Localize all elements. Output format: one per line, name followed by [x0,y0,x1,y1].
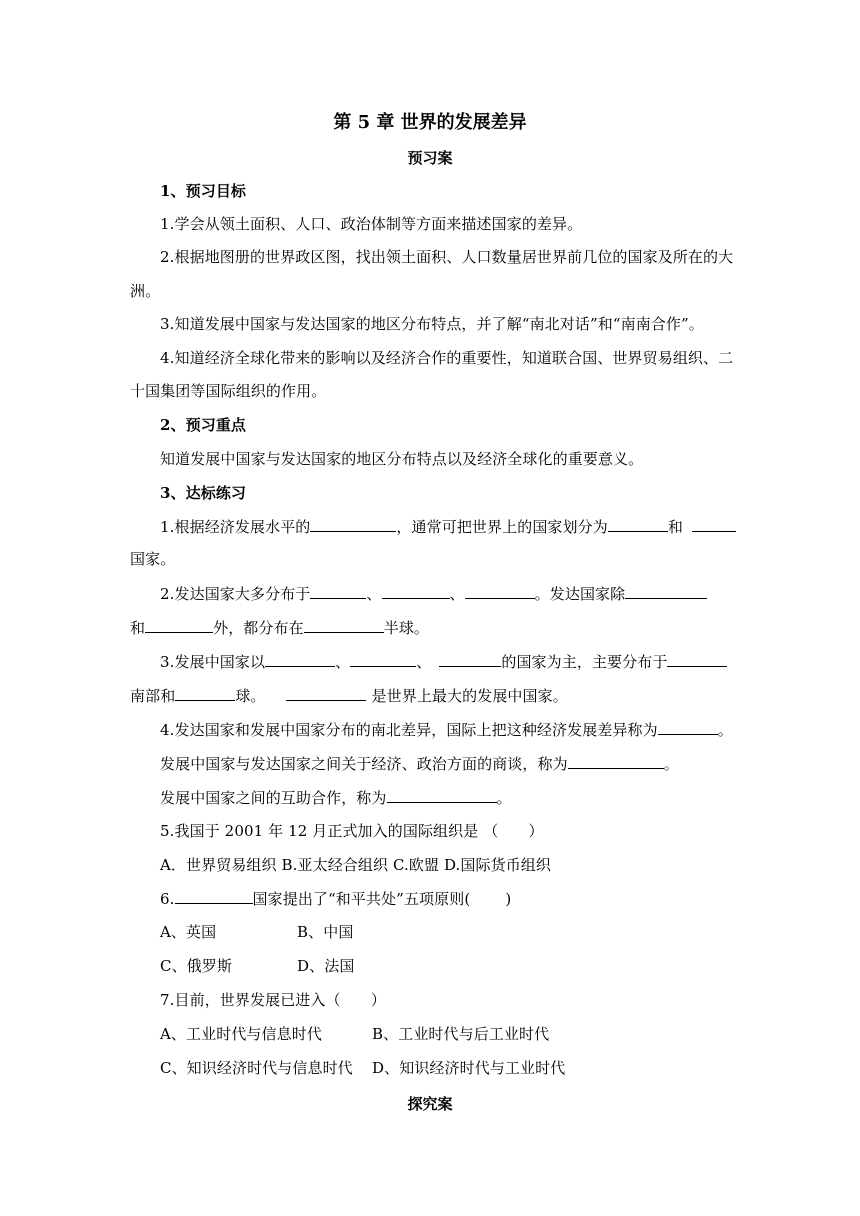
question-6 [160,888,511,909]
question-4 [160,719,733,740]
q6-text-b: 国家提出了“和平共处”五项原则( ) [252,890,512,908]
answer-blank[interactable] [692,516,736,532]
answer-blank[interactable] [310,516,396,532]
answer-blank[interactable] [382,583,450,599]
question-3 [160,651,727,672]
question-5-options: A．世界贸易组织 B.亚太经合组织 C.欧盟 D.国际货币组织 [160,856,551,874]
goal-item-2: 2.根据地图册的世界政区图，找出领土面积、人口数量居世界前几位的国家及所在的大 [160,248,734,266]
q2-text-d: 。发达国家除 [534,585,626,603]
q7-option-c: C、知识经济时代与信息时代 [160,1059,353,1077]
goal-item-4: 4.知道经济全球化带来的影响以及经济合作的重要性，知道联合国、世界贸易组织、二 [160,349,734,367]
q2-text-g: 半球。 [383,619,430,637]
answer-blank[interactable] [608,516,668,532]
q6-option-d: D、法国 [297,957,355,975]
question-4-line-2 [160,753,679,774]
q2-text-a: 2.发达国家大多分布于 [160,585,311,603]
q1-text-a: 1.根据经济发展水平的 [160,518,311,536]
q2-text-c: 、 [449,585,465,603]
answer-blank[interactable] [304,617,384,633]
q6-option-a: A、英国 [160,923,217,941]
q4-text-a: 4.发达国家和发展中国家分布的南北差异，国际上把这种经济发展差异称为 [160,721,658,739]
q6-option-c: C、俄罗斯 [160,957,232,975]
answer-blank[interactable] [310,583,366,599]
chapter-title: 第 5 章 世界的发展差异 [333,112,527,133]
q4-text-f: 。 [496,789,512,807]
answer-blank[interactable] [658,719,718,735]
question-1-cont: 国家。 [130,550,176,568]
question-7: 7.目前，世界发展已进入（ ） [160,991,386,1009]
q6-option-b: B、中国 [297,923,354,941]
q3-text-f: 球。 [235,687,266,705]
answer-blank[interactable] [625,583,707,599]
q3-text-e: 南部和 [130,687,176,705]
q1-text-c: 和 [667,518,683,536]
q7-option-a: A、工业时代与信息时代 [160,1025,322,1043]
question-2 [160,583,707,604]
question-2-cont [130,617,429,638]
question-1 [160,516,736,537]
q4-text-d: 。 [663,755,679,773]
answer-blank[interactable] [175,888,253,904]
question-5: 5.我国于 2001 年 12 月正式加入的国际组织是 （ ） [160,822,544,840]
answer-blank[interactable] [350,651,416,667]
q3-text-b: 、 [335,653,351,671]
goal-item-2-cont: 洲。 [130,282,161,300]
q2-text-b: 、 [366,585,382,603]
answer-blank[interactable] [568,753,664,769]
answer-blank[interactable] [465,583,535,599]
section-title-preview: 预习案 [407,149,453,167]
answer-blank[interactable] [265,651,335,667]
answer-blank[interactable] [667,651,727,667]
answer-blank[interactable] [145,617,213,633]
q3-text-c: 、 [416,653,432,671]
key-points-text: 知道发展中国家与发达国家的地区分布特点以及经济全球化的重要意义。 [160,450,644,468]
heading-exercises: 3、达标练习 [160,484,247,502]
q3-text-a: 3.发展中国家以 [160,653,266,671]
q7-option-d: D、知识经济时代与工业时代 [372,1059,566,1077]
question-3-cont [130,685,568,706]
q3-text-d: 的国家为主，主要分布于 [501,653,668,671]
question-4-line-3 [160,787,512,808]
goal-item-1: 1.学会从领土面积、人口、政治体制等方面来描述国家的差异。 [160,215,583,233]
answer-blank[interactable] [175,685,235,701]
answer-blank[interactable] [439,651,501,667]
q4-text-e: 发展中国家之间的互助合作，称为 [160,789,387,807]
q6-text-a: 6. [160,890,175,908]
heading-goals: 1、预习目标 [160,182,247,200]
heading-key-points: 2、预习重点 [160,416,247,434]
q1-text-b: ，通常可把世界上的国家划分为 [396,518,608,536]
answer-blank[interactable] [286,685,366,701]
answer-blank[interactable] [387,787,497,803]
q4-text-c: 发展中国家与发达国家之间关于经济、政治方面的商谈，称为 [160,755,568,773]
q2-text-f: 外，都分布在 [213,619,304,637]
q2-text-e: 和 [130,619,146,637]
section-title-explore: 探究案 [407,1095,453,1113]
goal-item-4-cont: 十国集团等国际组织的作用。 [130,382,327,400]
q3-text-g: 是世界上最大的发展中国家。 [371,687,568,705]
q4-text-b: 。 [717,721,733,739]
goal-item-3: 3.知道发展中国家与发达国家的地区分布特点，并了解“南北对话”和“南南合作”。 [160,315,704,333]
q7-option-b: B、工业时代与后工业时代 [372,1025,550,1043]
